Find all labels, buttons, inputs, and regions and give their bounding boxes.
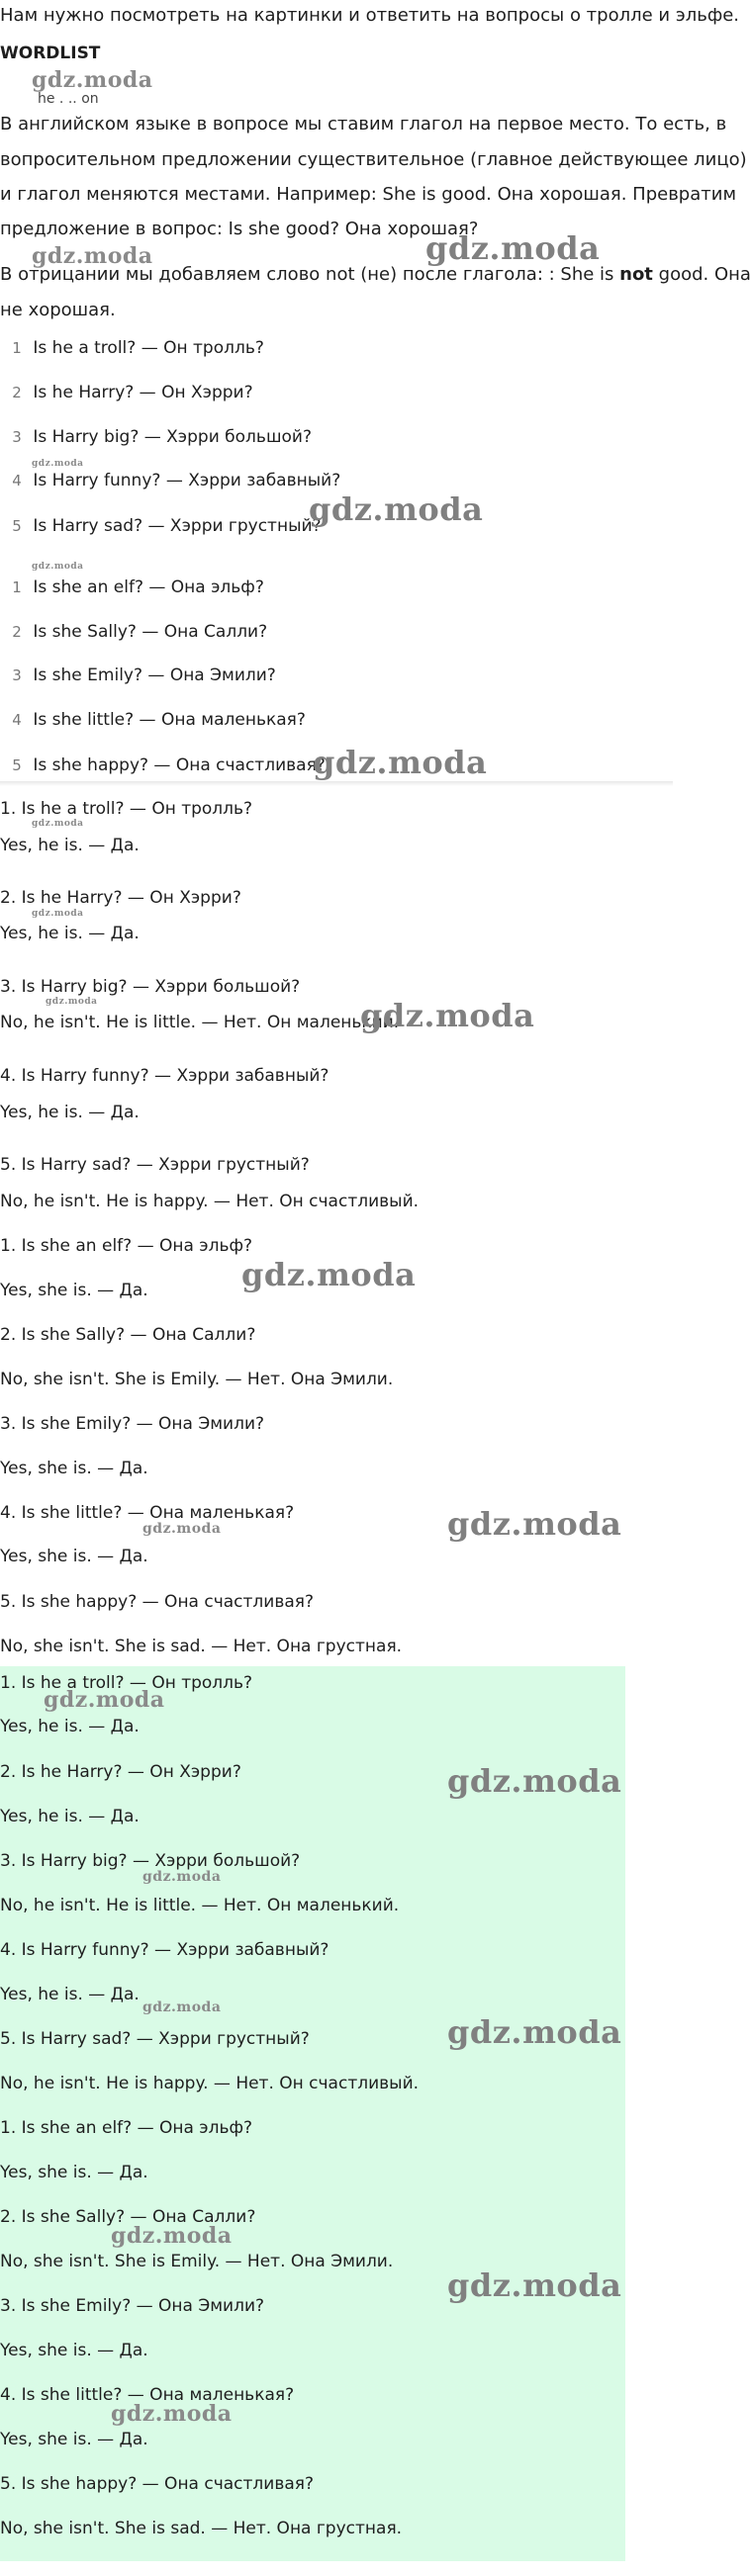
highlighted-answers [0,1666,625,2561]
watermark: gdz.moda [360,997,535,1034]
answer-reply: No, she isn't. She is sad. — Нет. Она грустная. [0,1637,403,1656]
answer-reply: Yes, he is. — Да. [0,1103,140,1122]
intro-line: Нам нужно посмотреть на картинки и ответить на вопросы о тролле и эльфе. [0,5,740,26]
list-number: 3 [12,428,22,446]
list-item [6,383,253,402]
answer-question: 5. Is she happy? — Она счастливая? [0,1592,315,1612]
list-item [6,338,264,358]
watermark: gdz.moda [32,562,84,572]
negation-text: В отрицании мы добавляем слово not (не) после глагола: : She is [0,264,620,285]
answer-reply: Yes, he is. — Да. [0,1807,140,1826]
answer-reply: Yes, she is. — Да. [0,2163,148,2182]
answer-question: 5. Is Harry sad? — Хэрри грустный? [0,2029,310,2049]
list-item [6,622,267,642]
answer-reply: Yes, she is. — Да. [0,1281,148,1300]
answer-question: 5. Is Harry sad? — Хэрри грустный? [0,1155,310,1175]
watermark: gdz.moda [142,1999,222,2015]
answer-question: 4. Is Harry funny? — Хэрри забавный? [0,1066,329,1086]
list-item [6,577,264,597]
section-divider [0,781,673,786]
answer-question: 3. Is she Emily? — Она Эмили? [0,1414,265,1434]
list-item-text: Is she an elf? — Она эльф? [33,577,264,597]
answer-reply: No, she isn't. She is sad. — Нет. Она грустная. [0,2519,403,2538]
list-item [6,666,276,685]
list-item-text: Is she Sally? — Она Салли? [33,622,268,642]
answer-question: 3. Is Harry big? — Хэрри большой? [0,977,301,997]
list-number: 3 [12,666,22,684]
answer-question: 2. Is he Harry? — Он Хэрри? [0,888,241,908]
answer-question: 3. Is Harry big? — Хэрри большой? [0,1851,301,1871]
watermark: gdz.moda [46,997,98,1007]
list-number: 2 [12,623,22,641]
list-item-text: Is Harry big? — Хэрри большой? [33,427,312,447]
negation-line: не хорошая. [0,300,116,320]
answer-question: 1. Is she an elf? — Она эльф? [0,2118,253,2138]
answer-question: 2. Is she Sally? — Она Салли? [0,2207,256,2227]
watermark: gdz.moda [309,490,484,528]
list-item-text: Is he a troll? — Он тролль? [33,338,264,358]
list-item [6,755,326,775]
answer-reply: Yes, he is. — Да. [0,924,140,943]
watermark: gdz.moda [32,67,153,93]
list-item-text: Is Harry sad? — Хэрри грустный? [33,516,322,536]
wordlist-heading: WORDLIST [0,44,101,63]
answer-reply: Yes, she is. — Да. [0,2341,148,2360]
answer-reply: No, he isn't. He is little. — Нет. Он маленький. [0,1896,400,1915]
answer-reply: No, he isn't. He is happy. — Нет. Он счастливый. [0,1192,420,1211]
explanation-line: вопросительном предложении существительное (главное действующее лицо) [0,149,747,170]
cut-off-text: he . .. on [38,91,99,107]
watermark: gdz.moda [313,744,488,781]
list-number: 1 [12,578,22,596]
answer-reply: Yes, he is. — Да. [0,1985,140,2004]
answer-reply: No, he isn't. He is little. — Нет. Он маленький. [0,1013,400,1032]
watermark: gdz.moda [44,1687,165,1713]
answer-question: 4. Is Harry funny? — Хэрри забавный? [0,1940,329,1960]
explanation-line: и глагол меняются местами. Например: She is good. Она хорошая. Превратим [0,184,737,205]
answer-question: 5. Is she happy? — Она счастливая? [0,2474,315,2494]
list-item [6,471,340,490]
answer-reply: Yes, she is. — Да. [0,2430,148,2449]
watermark: gdz.moda [32,459,84,469]
answer-reply: Yes, he is. — Да. [0,1717,140,1736]
watermark: gdz.moda [241,1256,417,1293]
answer-question: 3. Is she Emily? — Она Эмили? [0,2296,265,2316]
answer-reply: No, she isn't. She is Emily. — Нет. Она Эмили. [0,2252,394,2271]
list-number: 2 [12,384,22,401]
watermark: gdz.moda [32,243,153,269]
answer-question: 1. Is he a troll? — Он тролль? [0,799,253,819]
list-item-text: Is she little? — Она маленькая? [33,710,306,730]
watermark: gdz.moda [142,1521,222,1537]
watermark: gdz.moda [111,2401,233,2427]
answer-reply: Yes, he is. — Да. [0,836,140,855]
list-number: 4 [12,472,22,489]
answer-reply: No, he isn't. He is happy. — Нет. Он счастливый. [0,2074,420,2093]
list-number: 5 [12,517,22,535]
answer-question: 2. Is he Harry? — Он Хэрри? [0,1762,241,1782]
negation-line [0,265,751,285]
list-item-text: Is she happy? — Она счастливая? [33,755,326,775]
answer-reply: No, she isn't. She is Emily. — Нет. Она Эмили. [0,1370,394,1389]
answer-question: 2. Is she Sally? — Она Салли? [0,1325,256,1345]
list-item [6,427,312,447]
list-item [6,710,306,730]
list-item-text: Is she Emily? — Она Эмили? [33,666,276,685]
answer-question: 1. Is he a troll? — Он тролль? [0,1673,253,1693]
answer-question: 4. Is she little? — Она маленькая? [0,1503,295,1523]
watermark: gdz.moda [447,1505,622,1543]
watermark: gdz.moda [425,229,601,267]
watermark: gdz.moda [447,1762,622,1800]
watermark: gdz.moda [32,909,84,919]
answer-question: 1. Is she an elf? — Она эльф? [0,1236,253,1256]
watermark: gdz.moda [32,819,84,829]
answer-reply: Yes, she is. — Да. [0,1459,148,1478]
list-number: 4 [12,711,22,729]
list-item [6,516,322,536]
list-item-text: Is Harry funny? — Хэрри забавный? [33,471,341,490]
answer-question: 4. Is she little? — Она маленькая? [0,2385,295,2405]
explanation-line: предложение в вопрос: Is she good? Она хорошая? [0,219,479,239]
list-number: 5 [12,756,22,774]
negation-text-end: good. Она [652,264,751,285]
watermark: gdz.moda [447,2266,622,2304]
watermark: gdz.moda [111,2223,233,2249]
explanation-line: В английском языке в вопросе мы ставим глагол на первое место. То есть, в [0,114,727,134]
list-item-text: Is he Harry? — Он Хэрри? [33,383,253,402]
watermark: gdz.moda [142,1869,222,1885]
list-number: 1 [12,339,22,357]
answer-reply: Yes, she is. — Да. [0,1547,148,1566]
negation-bold-word: not [619,264,653,285]
watermark: gdz.moda [447,2013,622,2051]
